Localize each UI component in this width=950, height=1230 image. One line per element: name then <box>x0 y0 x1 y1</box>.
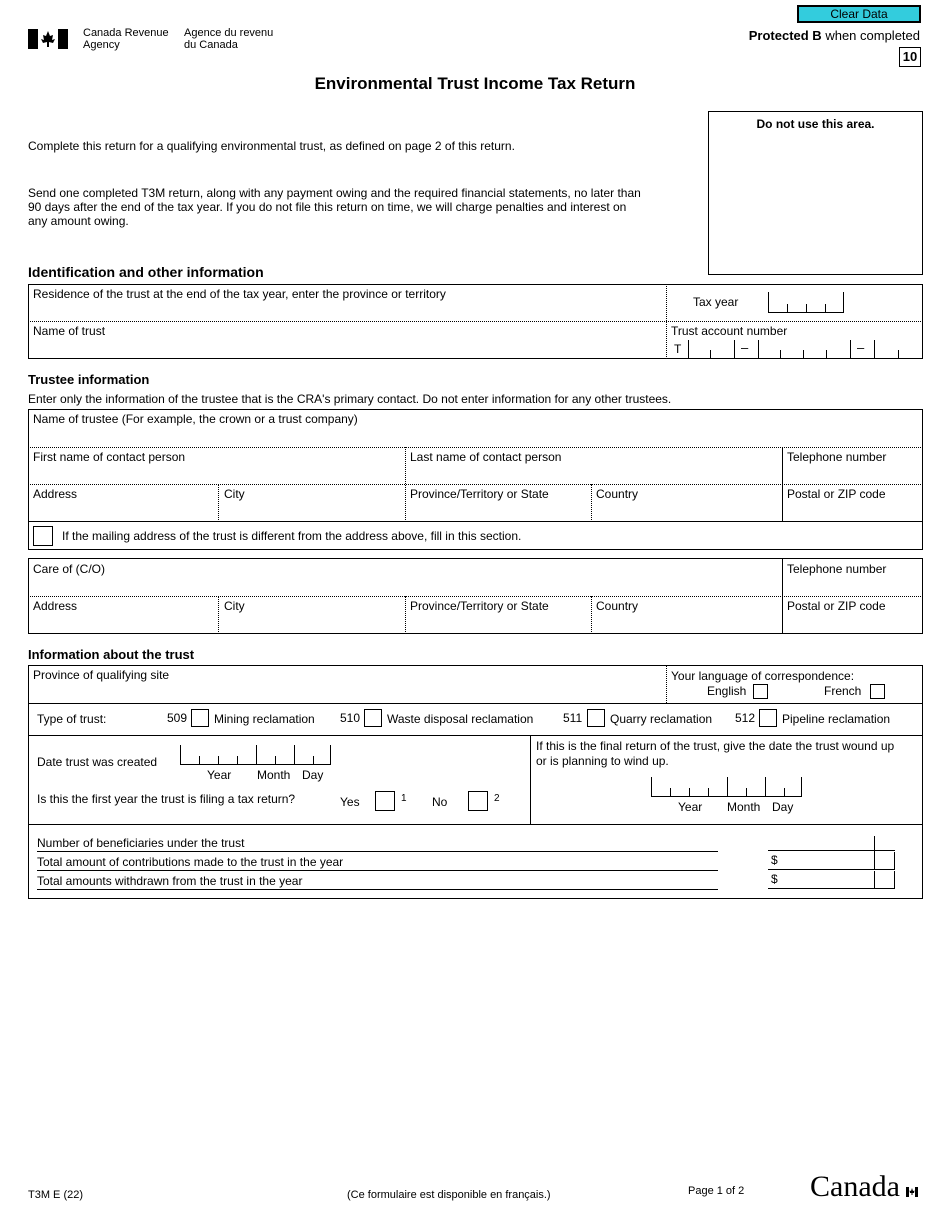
trust-info-heading: Information about the trust <box>28 647 195 662</box>
yes-checkbox[interactable] <box>375 791 395 811</box>
telephone-field[interactable]: Telephone number <box>787 450 887 464</box>
beneficiaries-field[interactable] <box>768 836 895 851</box>
no-checkbox[interactable] <box>468 791 488 811</box>
type-code-512: 512 <box>735 711 756 725</box>
type-code-510: 510 <box>340 711 361 725</box>
withdrawn-dollar: $ <box>771 872 778 886</box>
trust-account-field[interactable]: – – <box>688 340 906 358</box>
last-name-field[interactable]: Last name of contact person <box>410 450 562 464</box>
tax-year-field[interactable] <box>768 292 844 313</box>
first-year-question: Is this the first year the trust is filing a tax return? <box>37 792 296 806</box>
wind-up-date-field[interactable] <box>651 777 802 797</box>
mailing-address-field[interactable]: Address <box>33 599 78 613</box>
final-return-text: If this is the final return of the trust, give the date the trust wound up or is planning to wind up. <box>536 739 895 768</box>
postal-field[interactable]: Postal or ZIP code <box>787 487 886 501</box>
canada-wordmark: Canada <box>810 1172 900 1202</box>
protected-b-label: Protected B when completed <box>748 28 920 43</box>
province-field[interactable]: Province/Territory or State <box>410 487 549 501</box>
type-code-509: 509 <box>167 711 188 725</box>
intro-text: Complete this return for a qualifying environmental trust, as defined on page 2 of this return. <box>28 139 515 153</box>
windup-month-label: Month <box>727 800 761 814</box>
identification-heading: Identification and other information <box>28 264 264 280</box>
english-checkbox[interactable] <box>753 684 768 699</box>
city-field[interactable]: City <box>224 487 245 501</box>
province-site-field[interactable]: Province of qualifying site <box>33 668 170 682</box>
first-name-field[interactable]: First name of contact person <box>33 450 186 464</box>
created-year-label: Year <box>207 768 232 782</box>
french-label: French <box>824 684 862 698</box>
created-day-label: Day <box>302 768 324 782</box>
trust-account-label: Trust account number <box>671 324 788 338</box>
page-title: Environmental Trust Income Tax Return <box>314 74 636 93</box>
form-code-box: 10 <box>899 47 921 67</box>
mailing-province-field[interactable]: Province/Territory or State <box>410 599 549 613</box>
english-label: English <box>707 684 747 698</box>
mailing-postal-field[interactable]: Postal or ZIP code <box>787 599 886 613</box>
windup-year-label: Year <box>678 800 703 814</box>
mining-label: Mining reclamation <box>214 712 315 726</box>
waste-label: Waste disposal reclamation <box>387 712 534 726</box>
no-code: 2 <box>494 793 500 804</box>
windup-day-label: Day <box>772 800 794 814</box>
mailing-diff-checkbox[interactable] <box>33 526 53 546</box>
type-code-511: 511 <box>563 711 583 725</box>
care-of-field[interactable]: Care of (C/O) <box>33 562 106 576</box>
mailing-diff-label: If the mailing address of the trust is different from the address above, fill in this section. <box>62 529 522 543</box>
wordmark-flag-icon <box>906 1173 918 1183</box>
pipeline-label: Pipeline reclamation <box>782 712 891 726</box>
type-of-trust-label: Type of trust: <box>37 712 107 726</box>
date-created-field[interactable] <box>180 745 331 765</box>
trustee-heading: Trustee information <box>28 372 150 387</box>
french-note: (Ce formulaire est disponible en français.) <box>347 1189 551 1201</box>
yes-code: 1 <box>401 793 407 804</box>
french-checkbox[interactable] <box>870 684 885 699</box>
quarry-label: Quarry reclamation <box>610 712 713 726</box>
mailing-country-field[interactable]: Country <box>596 599 639 613</box>
contributions-label: Total amount of contributions made to the trust in the year <box>37 855 344 869</box>
quarry-checkbox[interactable] <box>587 709 605 727</box>
page-number: Page 1 of 2 <box>688 1185 745 1197</box>
canada-flag-icon <box>28 29 68 49</box>
residence-field[interactable]: Residence of the trust at the end of the tax year, enter the province or territory <box>33 287 446 301</box>
trustee-name-field[interactable]: Name of trustee (For example, the crown or a trust company) <box>33 412 358 426</box>
yes-label: Yes <box>340 795 360 809</box>
contributions-field[interactable] <box>768 852 895 870</box>
trust-account-prefix: T <box>674 342 682 356</box>
filing-instructions: Send one completed T3M return, along with any payment owing and the required financial statements, no later than 90 days after the end of the tax year. If you do not file this return on time, we will charge penalties and interest on any amount owing. <box>28 186 641 228</box>
date-created-label: Date trust was created <box>37 755 158 769</box>
clear-data-button[interactable]: Clear Data <box>797 5 921 23</box>
do-not-use-area: Do not use this area. <box>708 111 923 275</box>
mailing-telephone-field[interactable]: Telephone number <box>787 562 887 576</box>
form-id: T3M E (22) <box>28 1189 84 1201</box>
agency-name-fr: Agence du revenu du Canada <box>184 27 274 51</box>
no-label: No <box>432 795 448 809</box>
agency-name-en: Canada Revenue Agency <box>83 27 169 51</box>
created-month-label: Month <box>257 768 291 782</box>
pipeline-checkbox[interactable] <box>759 709 777 727</box>
trustee-note: Enter only the information of the trustee that is the CRA's primary contact. Do not enter information for any other trustees. <box>28 392 672 406</box>
mining-checkbox[interactable] <box>191 709 209 727</box>
name-of-trust-field[interactable]: Name of trust <box>33 324 106 338</box>
beneficiaries-label: Number of beneficiaries under the trust <box>37 836 245 850</box>
language-label: Your language of correspondence: <box>671 669 855 683</box>
withdrawn-field[interactable] <box>768 871 895 889</box>
contributions-dollar: $ <box>771 853 778 867</box>
address-field[interactable]: Address <box>33 487 78 501</box>
mailing-city-field[interactable]: City <box>224 599 245 613</box>
tax-year-label: Tax year <box>693 295 739 309</box>
withdrawn-label: Total amounts withdrawn from the trust in the year <box>37 874 303 888</box>
country-field[interactable]: Country <box>596 487 639 501</box>
waste-checkbox[interactable] <box>364 709 382 727</box>
